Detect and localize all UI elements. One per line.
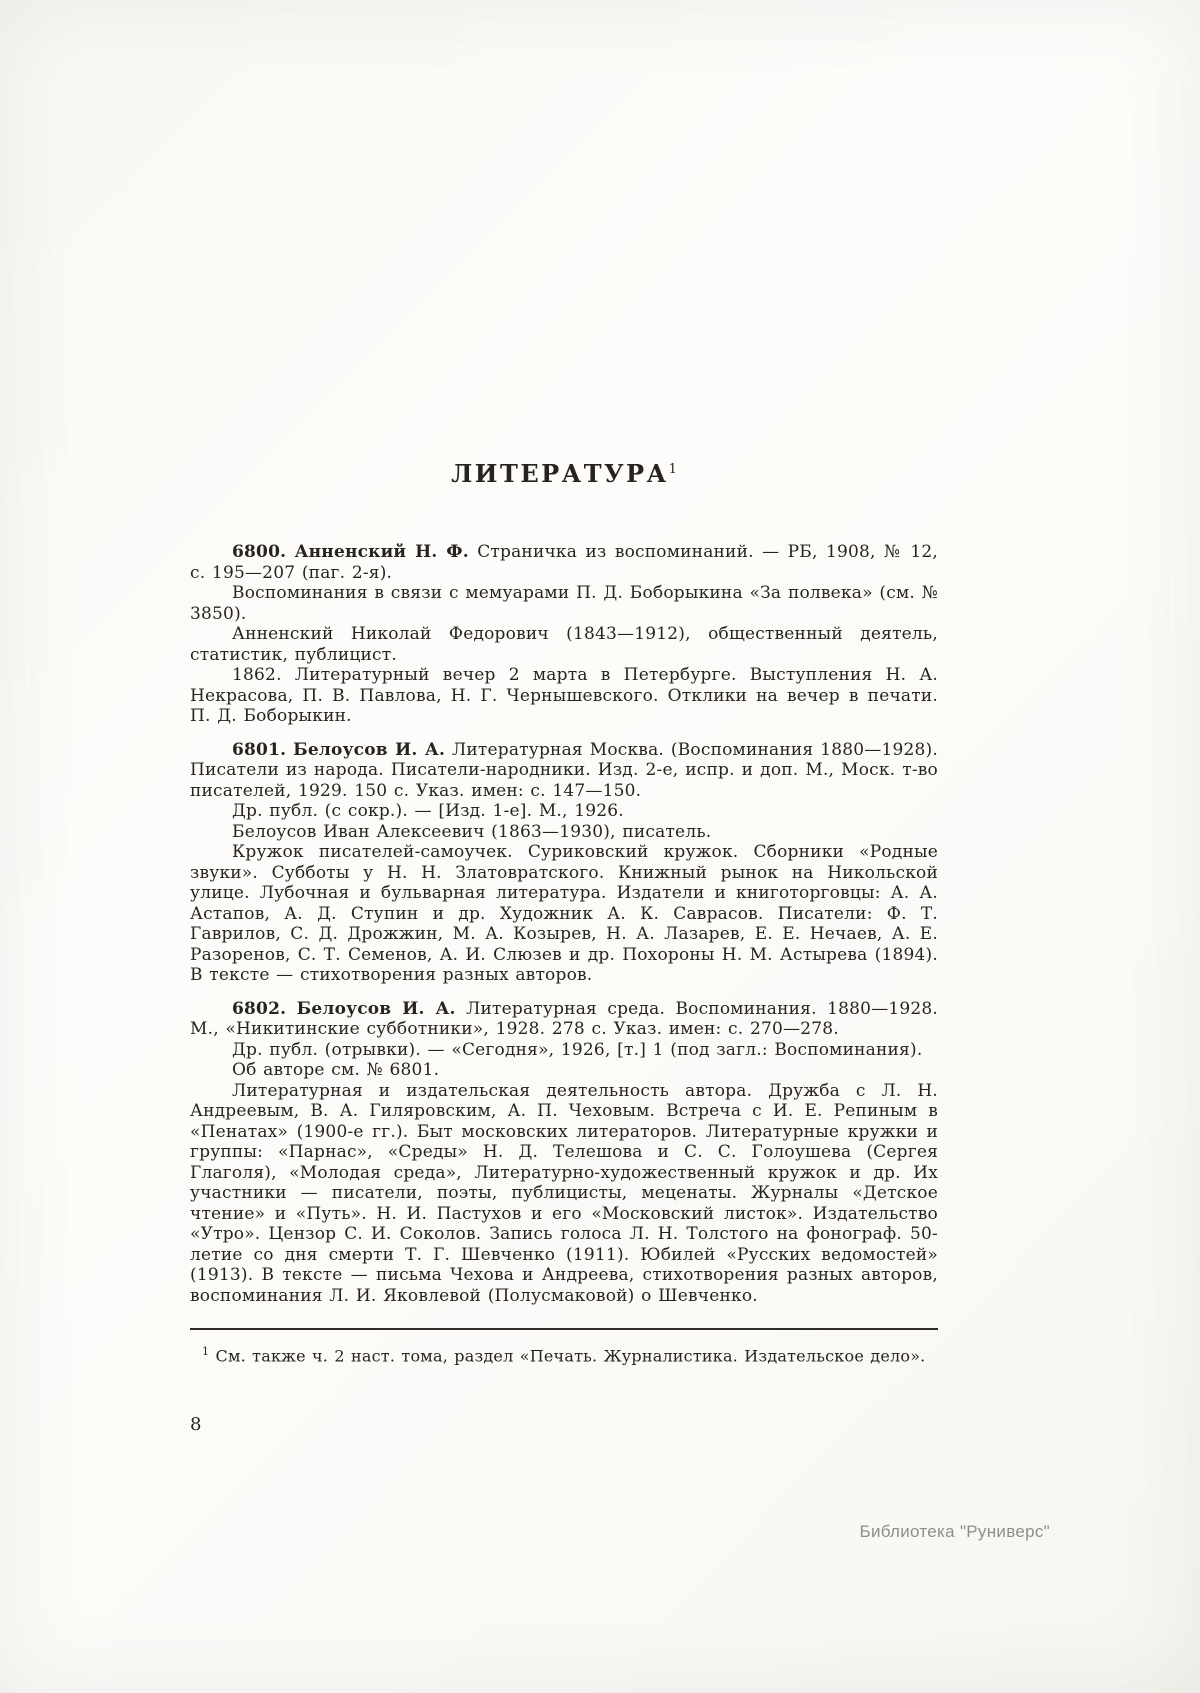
footnote-section <box>190 1328 938 1367</box>
section-title <box>190 456 938 488</box>
entry-number: 6802. <box>232 998 287 1019</box>
footnote-text: См. также ч. 2 наст. тома, раздел «Печать. Журналистика. Издательское дело». <box>215 1346 926 1366</box>
entry-paragraph: Об авторе см. № 6801. <box>232 1060 440 1080</box>
watermark: Библиотека "Руниверс" <box>859 1522 1050 1541</box>
entry-paragraph: Др. публ. (с сокр.). — [Изд. 1-е]. М., 1926. <box>232 801 624 821</box>
section-title-text: ЛИТЕРАТУРА <box>451 459 669 488</box>
entry-lead-text: Литературная Москва. (Воспоминания 1880—1928). Писатели из народа. Писатели-народники. Изд. 2-е, испр. и доп. М., Моск. т-во писателей, 1929. 150 с. Указ. имен: с. 147—150. <box>190 739 938 801</box>
footnote-marker: 1 <box>202 1345 210 1358</box>
entry-lead <box>190 999 938 1040</box>
bibliography-entry <box>190 999 938 1307</box>
entry-lead-text: Страничка из воспоминаний. — РБ, 1908, № 12, с. 195—207 (паг. 2-я). <box>190 542 939 583</box>
entry-number: 6801. <box>232 739 287 760</box>
entry-lead-text: Литературная среда. Воспоминания. 1880—1928. М., «Никитинские субботники», 1928. 278 с. Указ. имен: с. 270—278. <box>190 998 939 1039</box>
entry-author: Белоусов И. А. <box>293 739 446 760</box>
entry-paragraph: Литературная и издательская деятельность автора. Дружба с Л. Н. Андреевым, В. А. Гиляровским, А. П. Чеховым. Встреча с И. Е. Репиным в «Пенатах» (1900-е гг.). Быт московских литераторов. Литературные кружки и группы: «Парнас», «Среды» Н. Д. Телешова и С. С. Голоушева (Сергея Глаголя), «Молодая среда», Литературно-художественный кружок и др. Их участники — писатели, поэты, публицисты, меценаты. Журналы «Детское чтение» и «Путь». Н. И. Пастухов и его «Московский листок». Издательство «Утро». Цензор С. И. Соколов. Запись голоса Л. Н. Толстого на фонограф. 50-летие со дня смерти Т. Г. Шевченко (1911). Юбилей «Русских ведомостей» (1913). В тексте — письма Чехова и Андреева, стихотворения разных авторов, воспоминания Л. И. Яковлевой (Полусмаковой) о Шевченко. <box>190 1080 938 1306</box>
entry-paragraph: 1862. Литературный вечер 2 марта в Петербурге. Выступления Н. А. Некрасова, П. В. Павлова, Н. Г. Чернышевского. Отклики на вечер в печати. П. Д. Боборыкин. <box>190 665 938 726</box>
entry-lead <box>190 740 938 802</box>
page-number: 8 <box>190 1414 202 1436</box>
entry-number: 6800. <box>232 542 287 562</box>
footnote <box>190 1341 938 1367</box>
entry-lead <box>190 542 938 583</box>
entry-paragraph: Воспоминания в связи с мемуарами П. Д. Боборыкина «За полвека» (см. № 3850). <box>190 583 938 624</box>
bibliography-entry <box>190 740 938 986</box>
text-column <box>190 456 938 1436</box>
title-footnote-ref: 1 <box>668 462 677 477</box>
entry-author: Белоусов И. А. <box>296 998 456 1019</box>
entry-paragraph: Кружок писателей-самоучек. Суриковский кружок. Сборники «Родные звуки». Субботы у Н. Н. Златовратского. Книжный рынок на Никольской улице. Лубочная и бульварная литература. Издатели и книготорговцы: А. А. Астапов, А. Д. Ступин и др. Художник А. К. Саврасов. Писатели: Ф. Т. Гаврилов, С. Д. Дрожжин, М. А. Козырев, Н. А. Лазарев, Е. Е. Нечаев, А. Е. Разоренов, С. Т. Семенов, А. И. Слюзев и др. Похороны Н. М. Астырева (1894). В тексте — стихотворения разных авторов. <box>190 842 938 985</box>
entry-paragraph: Белоусов Иван Алексеевич (1863—1930), писатель. <box>232 821 712 842</box>
bibliography-entry <box>190 542 938 727</box>
entry-paragraph: Др. публ. (отрывки). — «Сегодня», 1926, [т.] 1 (под загл.: Воспоминания). <box>232 1039 923 1060</box>
entry-author: Анненский Н. Ф. <box>294 542 469 562</box>
entry-paragraph: Анненский Николай Федорович (1843—1912), общественный деятель, статистик, публицист. <box>190 624 938 665</box>
